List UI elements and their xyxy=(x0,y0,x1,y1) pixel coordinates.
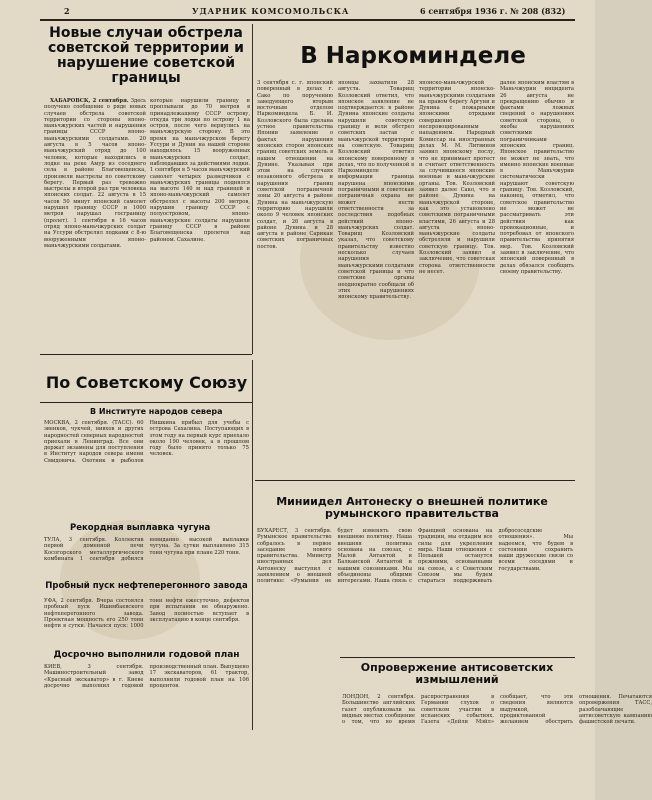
narkomindel-col-2: японцы захватили 28 августа. Товарищ Козловский ответил, что японское заявление не подтверждается: в районе Дунина японские солдаты нарушили советскую границу и вели обстрел советских застав с маньчжурской территории на советскую. Товарищ Козловский ответил японскому поверенному в делах, что по полученной в Наркоминделе информации граница нарушена японскими пограничными и советская пограничная охрана не может нести ответственности за последствия подобных действий японо-маньчжурских солдат. Товарищ Козловский указал, что советскому правительству известно несколько случаев нарушения маньчжурскими солдатами советской границы и что советские органы неоднократно сообщали об этих нарушениях японскому правительству. xyxy=(338,80,414,301)
headline-union-news: По Советскому Союзу xyxy=(45,373,248,392)
narkomindel-col-4: далее японским властям в Маньчжурии инцидента 26 августа не прекращению обычно и фактами ложных сведений о нарушениях советской стороны, о якобы нарушениях советскими пограничниками японских границ. Японское правительство не может не знать, что именно японские военные в Маньчжурии систематически нарушают советскую границу. Тов. Козловский, наконец, отметил, что советское правительство не может не рассматривать эти действия как провокационные, и потребовал от японского правительства принятия мер. Тов. Козловский заявил в заключение, что японский поверенный в делах обязался сообщить своему правительству. xyxy=(500,80,574,275)
section-rule xyxy=(255,480,575,481)
subheadline-record-smelting: Рекордная выплавка чугуна xyxy=(70,523,211,533)
page-header xyxy=(42,6,572,18)
page-number: 2 xyxy=(64,6,70,16)
column-divider xyxy=(252,360,253,730)
section-rule xyxy=(40,354,252,355)
refinery-body: УФА, 2 сентября. Вчера состоялся пробный пуск Ишимбаевского нефтеперегонного завода. Проектная мощность его 250 тонн нефти в сутки. Начался пуск: 1000 тонн нефти ежесуточно, дефектов при испытании не обнаружено. Завод полностью вступает в эксплуатацию в конце сентября. xyxy=(44,598,249,630)
antonescu-body: БУХАРЕСТ, 3 сентября. Румынское правительство собралось в первое заседание нового правительства. Министр иностранных дел Антонеску выступил с заявлением о внешней политике: «Румыния не будет изменять свою внешнюю политику. Наша внешняя политика основана на союзах, с Малой Антантой и Балканской Антантой и нашими союзниками. Мы объединены общими интересами. Наша связь с Францией основана на традиции, мы отдадим все силы для укрепления мира. Наши отношения с Польшей останутся прежними, основанными на союзе, а с Советским Союзом мы будем стараться поддерживать добрососедские отношения». Мы надеемся, что будем в состоянии сохранить наши дружеские связи со всеми соседями и государствами. xyxy=(257,528,573,585)
antisoviet-body: ЛОНДОН, 2 сентября. Большинство английских газет опубликовали на видных местах сообщение о том, что во время распространения в Германии слухов о советском участии в испанских событиях. Газета «Дейли Мэйл» сообщает, что эти сведения являются выдумкой, продиктованной желанием обострить отношения. Печатаются опровержения ТАСС, разоблачающие антисоветскую кампанию фашистской печати. xyxy=(342,694,652,726)
annual-plan-body: КИЕВ, 3 сентября. Машиностроительный завод «Красный экскаватор» в г. Киеве досрочно выполнил годовой производственный план. Выпущено 17 экскаваторов, 61 трактор, выполнили годовой план на 106 процентов. xyxy=(44,664,249,689)
border-incident-body-left: ХАБАРОВСК, 2 сентября. Здесь получено сообщение о ряде новых случаев обстрела советской территории со стороны японо-маньчжурских частей и нарушения границы СССР японо-маньчжурскими солдатами. 20 августа в 5 часов японо-маньчжурский отряд до 100 человек, которые находились в лодке на реке Амур из соседнего села в районе Благовещенска, произвели выстрелы по советскому берегу. Первый раз тревожно выстрелы и второй раз три человека японских солдат. 22 августа в 15 часов 50 минут японский самолет нарушил границу СССР и 1000 метров нарушал госграницу (пролет). 1 сентября в 16 часов отряд японо-маньчжурских солдат на Уссури обстрелял лодками с 8-ю вооруженными японо-маньчжурскими солдатами. xyxy=(44,98,146,249)
newspaper-name: УДАРНИК КОМСОМОЛЬСКА xyxy=(192,6,350,16)
section-rule xyxy=(40,402,252,403)
subheadline-institute: В Институте народов севера xyxy=(90,407,223,416)
subheadline-annual-plan: Досрочно выполнили годовой план xyxy=(53,650,240,660)
section-rule xyxy=(340,657,575,658)
narkomindel-col-1: 3 сентября с. г. японский поверенный в делах г. Сако по поручению заведующего вторым восточным отделом Наркоминдела Б. И. Козловского была сделана устное правительства Японии заявление о фактах нарушения японских сторон японских границ советских земель в нашем отношении на Дунине. Указывая при этом на случаях незаконного обстрела и нарушения границ советской пограничной зоны 20 августа в районе Дунина на маньчжурскую территорию нарушили около 9 человек японских солдат, и 26 августа в районе Дунина и 28 августа в районе Сарикан советских пограничных постов. xyxy=(257,80,333,250)
narkomindel-col-3: японско-маньчжурской территории японско-маньчжурскими солдатами на правом берегу Аргуни и Дунина с пожарными японскими отрядами совершенно неспровоцированным нападением. Народный Комиссар на иностранных делах М. М. Литвинов заявил японскому послу, что не принимает протест и считает ответственность за случившееся японские военные и маньчжурские органы. Тов. Козловский заявил далее Сако, что в районе Дунина на маньчжурской стороне, как это установлено советскими пограничными властями, 26 августа и 28 августа японо-маньчжурские солдаты обстреляли и нарушили советскую границу. Тов. Козловский заявил в заключение, что советская сторона ответственности не несет. xyxy=(419,80,495,275)
headline-narkomindel: В Наркоминделе xyxy=(300,43,526,69)
record-smelting-body: ТУЛА, 3 сентября. Коллектив первой доменной печи Косогорского металлургического комбината 1 сентября добился невиданно высокой выплавки чугуна. За сутки выплавлено 315 тонн чугуна при плане 220 тонн. xyxy=(44,537,249,562)
column-divider xyxy=(252,24,253,354)
headline-antonescu: Миниидел Антонеску о внешней политике румынского правительства xyxy=(276,495,548,520)
dateline: ХАБАРОВСК, 2 сентября. xyxy=(50,98,129,104)
subheadline-refinery: Пробный пуск нефтеперегонного завода xyxy=(45,581,248,591)
header-rule xyxy=(40,19,575,21)
issue-date: 6 сентября 1936 г. № 208 (832) xyxy=(420,6,566,16)
headline-antisoviet: Опровержение антисоветских измышлений xyxy=(360,661,554,686)
border-incident-body-right: которые нарушили границу и проплывали до 70 метров в принадлежащему СССР острову, откуда три лодки по острову 1 на остров, после чего вернулись на маньчжурскую сторону. В это время на маньчжурском берегу Уссури и Дунин на нашей стороне находилось 15 вооруженных маньчжурских солдат, наблюдавших за действиями лодки. 1 сентября в 5 часов маньчжурский самолет четырех разведчиков с маньчжурских границы поднялся на высоте 140 м над границей и японо-маньчжурский самолет обстрелял с высоты 200 метров, нарушив границу СССР с полуостровом, японо-маньчжурские солдаты нарушили границу СССР в районе Благовещенска пролетев над районом. Сахалине. xyxy=(150,98,250,243)
institute-body: МОСКВА, 2 сентября. (ТАСС). 60 эвенков, чукчей, нивхов и других народностей северных народностей приехали в Ленинград. Все они держат экзамены для поступления в Институт народов севера имени Смидовича. Охотник и рыболов Нишкина прибыл для учебы с острова Сахалина. Поступающих в этом году на первый курс приехало около 190 человек, а в прошлом году было принято только 75 человек. xyxy=(44,420,249,464)
headline-border-incident: Новые случаи обстрела советской территории и нарушение советской границы xyxy=(47,25,244,87)
